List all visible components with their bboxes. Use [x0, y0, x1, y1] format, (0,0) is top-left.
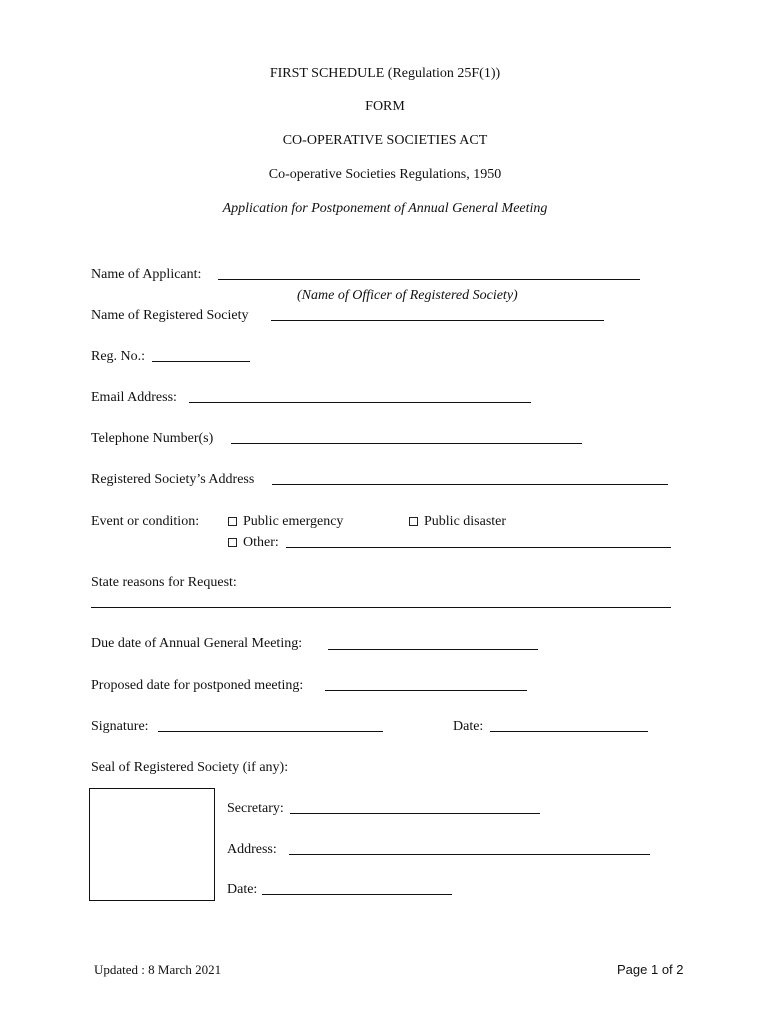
email-label: Email Address: — [91, 390, 177, 405]
reasons-label: State reasons for Request: — [91, 575, 237, 590]
other-label: Other: — [243, 535, 279, 550]
reg-no-field[interactable] — [152, 361, 250, 362]
schedule-heading: FIRST SCHEDULE (Regulation 25F(1)) — [269, 66, 501, 81]
signature-field[interactable] — [158, 731, 383, 732]
society-address-label: Registered Society’s Address — [91, 472, 255, 487]
other-checkbox[interactable] — [228, 538, 237, 547]
society-address-field[interactable] — [272, 484, 423, 485]
act-heading: CO-OPERATIVE SOCIETIES ACT — [282, 133, 488, 148]
society-name-field[interactable] — [271, 320, 604, 321]
telephone-field-extension[interactable] — [398, 443, 582, 444]
event-condition-label: Event or condition: — [91, 514, 200, 529]
public-emergency-checkbox[interactable] — [228, 517, 237, 526]
secretary-date-field[interactable] — [262, 894, 452, 895]
other-field[interactable] — [286, 547, 377, 548]
reg-no-label: Reg. No.: — [91, 349, 146, 364]
society-address-field-extension[interactable] — [423, 484, 668, 485]
secretary-field[interactable] — [290, 813, 540, 814]
page-number: Page 1 of 2 — [617, 962, 684, 977]
public-emergency-label: Public emergency — [243, 514, 344, 529]
public-disaster-checkbox[interactable] — [409, 517, 418, 526]
public-disaster-label: Public disaster — [424, 514, 507, 529]
form-title: Application for Postponement of Annual General Meeting — [222, 201, 548, 216]
signature-label: Signature: — [91, 719, 149, 734]
email-field-extension[interactable] — [317, 402, 531, 403]
secretary-date-label: Date: — [227, 882, 258, 897]
telephone-field[interactable] — [231, 443, 398, 444]
seal-box — [89, 788, 215, 901]
reasons-field[interactable] — [91, 607, 671, 608]
proposed-date-field[interactable] — [325, 690, 527, 691]
telephone-label: Telephone Number(s) — [91, 431, 214, 446]
form-heading: FORM — [365, 99, 405, 114]
applicant-hint: (Name of Officer of Registered Society) — [297, 288, 518, 303]
other-field-extension[interactable] — [377, 547, 671, 548]
applicant-field[interactable] — [218, 279, 640, 280]
proposed-date-label: Proposed date for postponed meeting: — [91, 678, 304, 693]
due-date-label: Due date of Annual General Meeting: — [91, 636, 303, 651]
regulations-heading: Co-operative Societies Regulations, 1950 — [268, 167, 502, 182]
seal-label: Seal of Registered Society (if any): — [91, 760, 289, 775]
society-name-label: Name of Registered Society — [91, 308, 249, 323]
secretary-address-label: Address: — [227, 842, 277, 857]
secretary-address-field[interactable] — [289, 854, 650, 855]
secretary-label: Secretary: — [227, 801, 284, 816]
due-date-field[interactable] — [328, 649, 538, 650]
date-label: Date: — [453, 719, 484, 734]
date-field[interactable] — [490, 731, 648, 732]
updated-date: Updated : 8 March 2021 — [94, 962, 222, 977]
applicant-label: Name of Applicant: — [91, 267, 202, 282]
email-field[interactable] — [189, 402, 317, 403]
